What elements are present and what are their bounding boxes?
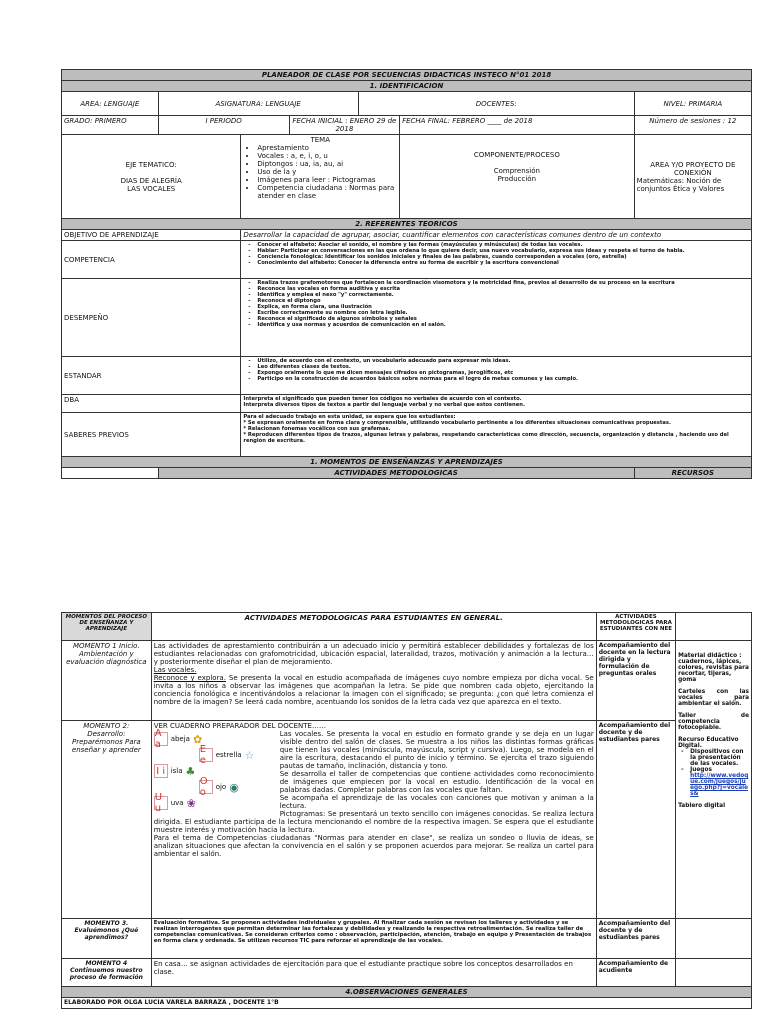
momento-1-label: MOMENTO 1 Inicio. Ambientación y evaluación diagnóstica bbox=[62, 641, 152, 721]
tema-item: • Vocales : a, e, i, o, u bbox=[257, 152, 397, 160]
componente-value: Comprensión Producción bbox=[493, 166, 540, 183]
vowel-a-image bbox=[154, 728, 272, 750]
section-momentos: 1. MOMENTOS DE ENSEÑANZAS Y APRENDIZAJES bbox=[62, 457, 752, 468]
tema-list bbox=[243, 144, 397, 200]
eje-tematico-cell bbox=[62, 135, 241, 219]
word-label: uva bbox=[170, 799, 184, 807]
estandar-item: - Expongo oralmente lo que me dicen mensajes cifrados en pictogramas, jeroglíficos, etc bbox=[257, 370, 749, 376]
recurso-tablero: Tablero digital bbox=[678, 803, 726, 809]
componente-cell bbox=[400, 135, 635, 219]
momento-2-canciones: Se acompaña el aprendizaje de las vocales con canciones que motivan y animan a la lectura. bbox=[279, 794, 594, 810]
planner-table-identificacion bbox=[61, 69, 752, 479]
periodo-cell: I PERIODO bbox=[158, 116, 289, 135]
juegos-link[interactable]: http://www.vedoque.com/juegos/juego.php?j=vocales& bbox=[690, 773, 749, 797]
vowel-illustrations bbox=[154, 730, 272, 812]
estandar-item: - Leo diferentes clases de textos. bbox=[257, 364, 749, 370]
tema-item: • Uso de la y bbox=[257, 168, 397, 176]
word-label: abeja bbox=[170, 735, 190, 743]
competencia-item: - Hablar: Participar en conversaciones en las que ordena lo que quiere decir, usa nuevo vocabulario, expresa sus ideas y respeta el turno de habla. bbox=[257, 248, 749, 254]
momento-1-cell bbox=[151, 641, 596, 721]
tema-cell bbox=[241, 135, 400, 219]
estandar-item: - Utilizo, de acuerdo con el contexto, un vocabulario adecuado para expresar mis ideas. bbox=[257, 358, 749, 364]
bee-icon: ✿ bbox=[192, 732, 203, 746]
word-label: isla bbox=[170, 767, 183, 775]
momento-3-nee: Acompañamiento del docente y de estudiantes pares bbox=[596, 919, 675, 959]
fecha-inicial-cell: FECHA INICIAL : ENERO 29 de 2018 bbox=[289, 116, 399, 135]
momento-1-nee: Acompañamiento del docente en la lectura dirigida y formulación de preguntas orales bbox=[596, 641, 675, 721]
competencia-label: COMPETENCIA bbox=[62, 241, 241, 279]
saberes-line: * Relacionan fonemas vocálicos con sus grafemas. bbox=[243, 426, 391, 432]
saberes-line: Para el adecuado trabajo en esta unidad, se espera que los estudiantes: bbox=[243, 414, 456, 420]
momento-1-intro: Las actividades de aprestamiento contribuirán a un adecuado inicio y permitirá establecer debilidades y fortalezas de los estudiantes relacionadas con grafomotricidad, ubicación espacial, lateralidad, trazos, motivación y animación a la lectura… y posteriormente diseñar el plan de mejoramiento. bbox=[153, 642, 594, 666]
estandar-item: - Participo en la construcción de acuerdos básicos sobre normas para el logro de metas comunes y las cumplo. bbox=[257, 376, 749, 382]
nee-header: ACTIVIDADES METODOLOGICAS PARA ESTUDIANTES CON NEE bbox=[596, 613, 675, 641]
section-referentes: 2. REFERENTES TEORICOS bbox=[62, 219, 752, 230]
recursos-cell bbox=[676, 641, 752, 919]
letter-card: A a bbox=[154, 732, 168, 746]
actividades-header: ACTIVIDADES METODOLOGICAS PARA ESTUDIANTES EN GENERAL. bbox=[151, 613, 596, 641]
competencia-item: - Conocimiento del alfabeto: Conocer la diferencia entre su forma de escribir y la escritura convencional bbox=[257, 260, 749, 266]
momento-2-vocales: Las vocales. Se presenta la vocal en estudio en formato grande y se deja en un lugar visible dentro del salón de clases. Se muestra a los niños las distintas formas gráficas que tienen las vocales (minúscula, mayúscula, script y cursiva). Luego, se modela en el aire la escritura, destacando el punto de inicio y término. Se ejercita el trazo siguiendo pautas de tamaño, inclinación, distancia y tono. bbox=[279, 730, 594, 770]
estandar-label: ESTANDAR bbox=[62, 357, 241, 395]
momento-2-normas: Para el tema de Competencias ciudadanas "Normas para atender en clase", se realiza un sondeo o lluvia de ideas, se analizan situaciones que afectan la convivencia en el salón y se proponen acuerdos para mejorar. Se realiza un cartel para ambientar el salón. bbox=[153, 834, 594, 858]
desempeno-item: - Reconoce el significado de algunos símbolos y señales bbox=[257, 316, 749, 322]
tema-item: • Competencia ciudadana : Normas para atender en clase bbox=[257, 184, 397, 200]
letter-card: E e bbox=[199, 748, 213, 762]
nivel-cell: NIVEL: PRIMARIA bbox=[634, 92, 751, 116]
momento-3-text: Evaluación formativa. Se proponen actividades individuales y grupales. Al finalizar cada sesión se revisan los talleres y actividades y se realizan interrogantes que permitan determinar las fortalezas y debilidades y realizando la respectiva retroalimentación. Se realiza taller de competencias comunicativas. Se consideran criterios como : observación, participación, atención, trabajo en equipo y Presentación de trabajos en forma clara y ordenada. Se utilizan recursos TIC para reforzar el aprendizaje de las vocales. bbox=[151, 919, 596, 959]
recurso-carteles: Carteles con las vocales para ambientar el salón. bbox=[678, 689, 749, 707]
observaciones-header: 4.OBSERVACIONES GENERALES bbox=[62, 987, 752, 998]
momentos-header: MOMENTOS DEL PROCESO DE ENSEÑANZA Y APRENDIZAJE bbox=[62, 613, 152, 641]
word-label: ojo bbox=[215, 783, 227, 791]
planner-title: PLANEADOR DE CLASE POR SECUENCIAS DIDACTICAS INSTECO N°01 2018 bbox=[62, 70, 752, 81]
docentes-cell: DOCENTES: bbox=[358, 92, 634, 116]
vowel-o-image bbox=[154, 776, 272, 798]
asignatura-cell: ASIGNATURA: LENGUAJE bbox=[158, 92, 358, 116]
area-proyecto-cell bbox=[634, 135, 751, 219]
letter-card: U u bbox=[154, 796, 168, 810]
momento-1-subtitle: Las vocales. bbox=[153, 666, 197, 674]
eje-label: EJE TEMATICO: bbox=[125, 160, 177, 169]
competencia-item: - Conocer el alfabeto: Asociar el sonido, el nombre y las formas (mayúsculas y minúsculas) de todas las vocales. bbox=[257, 242, 749, 248]
competencia-item: - Conciencia fonológica: Identificar los sonidos iniciales y finales de las palabras, cuando corresponden a vocales (oro, estrella) bbox=[257, 254, 749, 260]
actividades-metodologicas-header: ACTIVIDADES METODOLOGICAS bbox=[158, 468, 634, 479]
competencia-list bbox=[243, 242, 749, 266]
desempeno-item: - Reconoce el diptongo bbox=[257, 298, 749, 304]
objetivo-value: Desarrollar la capacidad de agrupar, asociar, cuantificar elementos con características comunes dentro de un contexto bbox=[241, 230, 752, 241]
saberes-label: SABERES PREVIOS bbox=[62, 413, 241, 457]
fecha-final-cell: FECHA FINAL: FEBRERO ____ de 2018 bbox=[400, 116, 635, 135]
desempeno-item: - Escribe correctamente su nombre con letra legible. bbox=[257, 310, 749, 316]
dba-label: DBA bbox=[62, 395, 241, 413]
momento-1-text: Se presenta la vocal en estudio acompañada de imágenes cuyo nombre empieza por dicha vocal. Se invita a los niños a observar las imágenes que acompañan la letra. Se pide que nombren cada objeto, ejercitando la conciencia fonológica e incentivándolos a relacionar la imagen con el significado; se pregunta: ¿con qué letra comienza el nombre de la imagen? Se leerá cada nombre, acentuando los sonidos de la letra cada vez que aparezca en el texto. bbox=[153, 674, 594, 706]
recurso-taller: Taller de competencia fotocopiable. bbox=[678, 713, 749, 731]
letter-card: O o bbox=[199, 780, 213, 794]
vowel-i-image bbox=[154, 764, 272, 778]
desempeno-item: - Explica, en forma clara, una ilustración bbox=[257, 304, 749, 310]
desempeno-item: - Identifica y emplea el nexo "y" correctamente. bbox=[257, 292, 749, 298]
tema-item: • Imágenes para leer : Pictogramas bbox=[257, 176, 397, 184]
dba-line: Interpreta diversos tipos de textos a partir del lenguaje verbal y no verbal que estos contienen. bbox=[243, 402, 525, 408]
island-icon: ♣ bbox=[185, 764, 196, 778]
planner-table-momentos bbox=[61, 612, 752, 1009]
desempeno-list bbox=[243, 280, 749, 328]
area-proyecto-value: Matemáticas: Noción de conjuntos Ética y Valores bbox=[636, 176, 725, 193]
tema-item: • Diptongos : ua, ia, au, ai bbox=[257, 160, 397, 168]
grado-cell: GRADO: PRIMERO bbox=[62, 116, 159, 135]
momento-2-taller: Se desarrolla el taller de competencias que contiene actividades como reconocimiento de imágenes que empiecen por la vocal en estudio. Identificación de la vocal en palabras dadas. Completar palabras con las vocales que faltan. bbox=[279, 770, 594, 794]
eye-icon: ◉ bbox=[229, 780, 239, 794]
momento-2-ver: VER CUADERNO PREPARADOR DEL DOCENTE…… bbox=[153, 722, 326, 730]
saberes-line: * Se expresan oralmente en forma clara y comprensible, utilizando vocabulario pertinente a los diferentes situaciones comunicativas propuestas. bbox=[243, 420, 671, 426]
desempeno-label: DESEMPEÑO bbox=[62, 279, 241, 357]
desempeno-item: - Realiza trazos grafomotores que fortalecen la coordinación visomotora y la motricidad fina, previos al desarrollo de su proceso en la escritura bbox=[257, 280, 749, 286]
elaborado-por: ELABORADO POR OLGA LUCIA VARELA BARRAZA , DOCENTE 1°B bbox=[62, 998, 752, 1009]
tema-label: TEMA bbox=[310, 136, 330, 144]
momento-4-nee: Acompañamiento de acudiente bbox=[596, 959, 675, 987]
area-proyecto-label: AREA Y/O PROYECTO DE CONEXIÓN bbox=[650, 160, 736, 177]
estandar-list bbox=[243, 358, 749, 382]
momento-2-label: MOMENTO 2: Desarrollo: Preparémonos Para enseñar y aprender bbox=[62, 721, 152, 919]
momento-4-label: MOMENTO 4 Continuemos nuestro proceso de formación bbox=[62, 959, 152, 987]
area-cell: AREA: LENGUAJE bbox=[62, 92, 159, 116]
recurso-red: Recurso Educativo Digital. bbox=[678, 737, 739, 749]
recurso-material: Material didáctico : cuadernos, lápices, colores, revistas para recortar, tijeras, goma bbox=[678, 653, 749, 683]
dba-line: Interpreta el significado que pueden tener los códigos no verbales de acuerdo con el contexto. bbox=[243, 396, 522, 402]
objetivo-label: OBJETIVO DE APRENDIZAJE bbox=[62, 230, 241, 241]
section-identificacion: 1. IDENTIFICACION bbox=[62, 81, 752, 92]
componente-label: COMPONENTE/PROCESO bbox=[473, 150, 560, 159]
tema-item: • Aprestamiento bbox=[257, 144, 397, 152]
recursos-header: RECURSOS bbox=[634, 468, 751, 479]
vowel-u-image bbox=[154, 792, 272, 814]
grapes-icon: ❀ bbox=[186, 796, 196, 810]
letter-card: I i bbox=[154, 764, 168, 778]
momento-2-cell bbox=[151, 721, 596, 919]
vowel-e-image bbox=[154, 744, 272, 766]
momento-2-nee: Acompañamiento del docente y de estudiantes pares bbox=[596, 721, 675, 919]
momento-3-label: MOMENTO 3. Evaluémonos ¿Qué aprendimos? bbox=[62, 919, 152, 959]
star-icon: ☆ bbox=[244, 748, 255, 762]
momento-2-pictogramas: Pictogramas: Se presentará un texto sencillo con imágenes conocidas. Se realiza lectura dirigida. El estudiante participa de la lectura mencionando el nombre de la respectiva imagen. Se espera que el estudiante muestre interés y motivación hacia la lectura. bbox=[153, 810, 594, 834]
sesiones-cell: Número de sesiones : 12 bbox=[634, 116, 751, 135]
momento-4-text: En casa… se asignan actividades de ejercitación para que el estudiante practique sobre los conceptos desarrollados en clase. bbox=[151, 959, 596, 987]
eje-value: DIAS DE ALEGRÍA LAS VOCALES bbox=[120, 176, 182, 193]
desempeno-item: - Identifica y usa normas y acuerdos de comunicación en el salón. bbox=[257, 322, 749, 328]
recurso-juegos: Juegos bbox=[690, 767, 712, 773]
recurso-dispositivos: - Dispositivos con la presentación de las vocales. bbox=[690, 749, 749, 767]
momento-1-reconoce: Reconoce y explora. bbox=[153, 674, 226, 682]
word-label: estrella bbox=[215, 751, 242, 759]
desempeno-item: - Reconoce las vocales en forma auditiva y escrita bbox=[257, 286, 749, 292]
saberes-line: * Reproducen diferentes tipos de trazos, algunas letras y palabras, respetando características como dirección, secuencia, organización y distancia , haciendo uso del renglón de escritura. bbox=[243, 432, 729, 444]
